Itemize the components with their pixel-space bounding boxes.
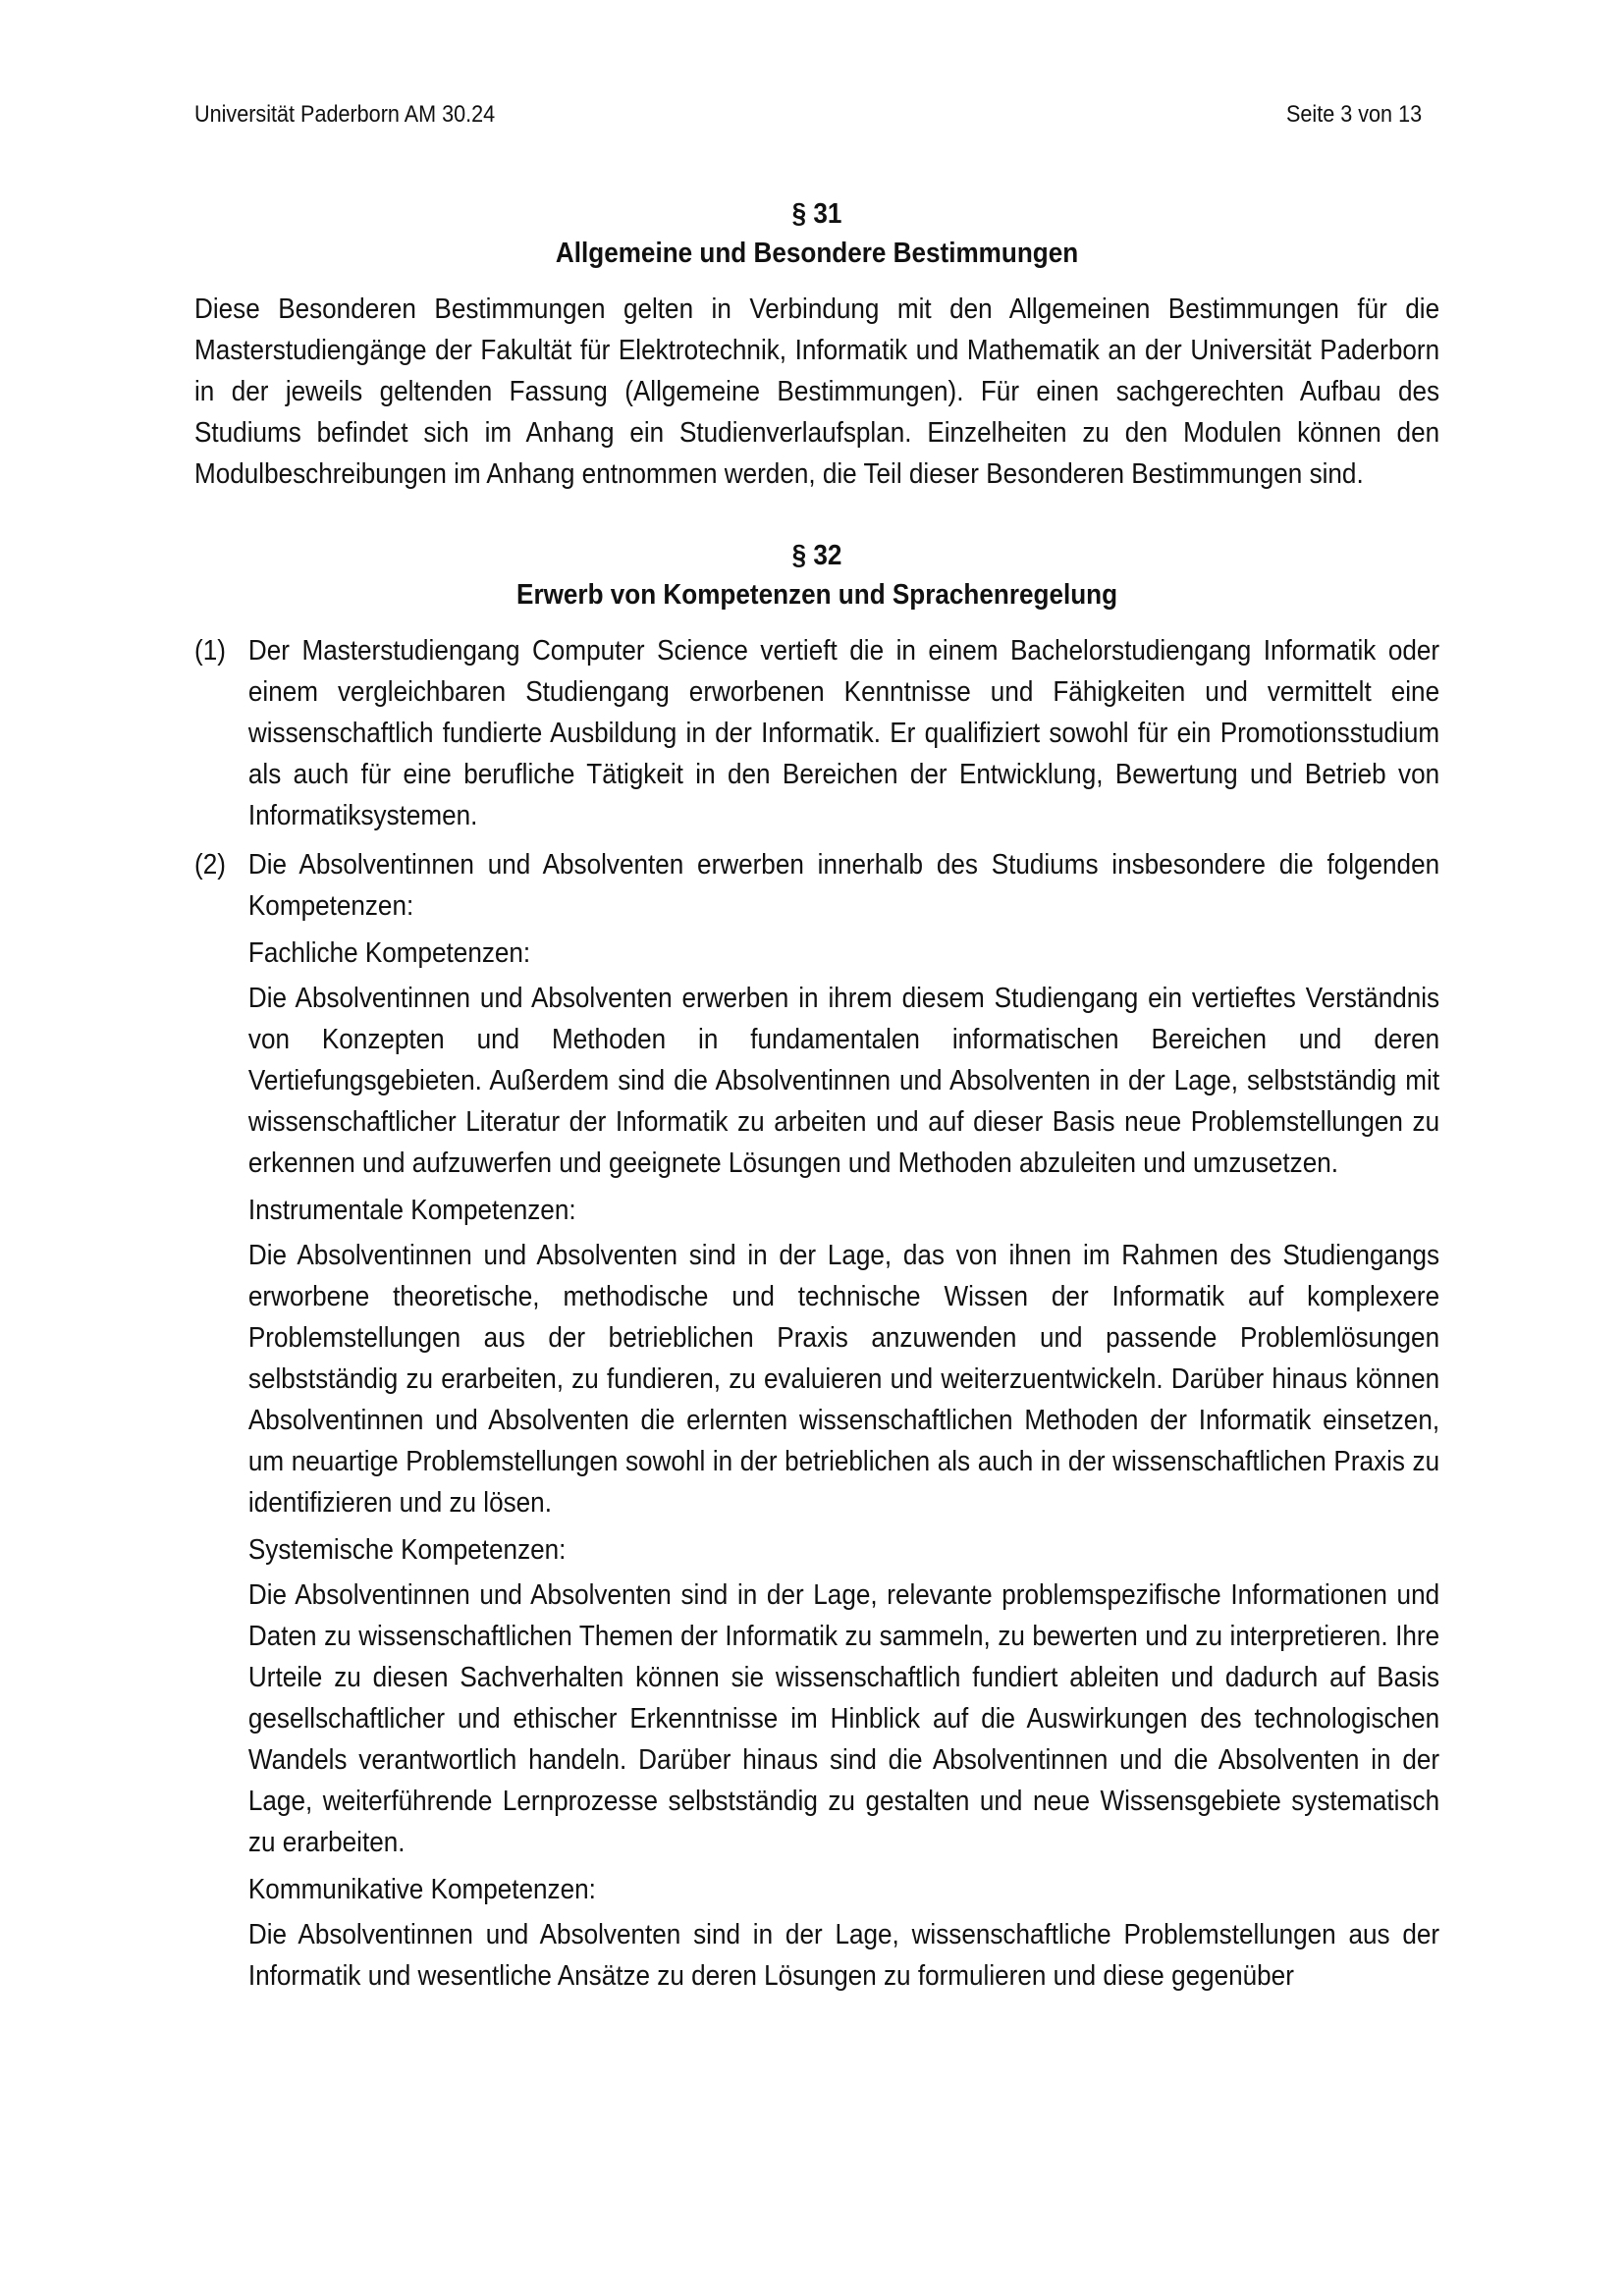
document-body bbox=[194, 194, 1439, 2004]
item-text: Der Masterstudiengang Computer Science vertieft die in einem Bachelorstudiengang Informatik oder einem vergleichbaren Studiengang erworbenen Kenntnisse und Fähigkeiten und vermittelt eine wissenschaftlich fundierte Ausbildung in der Informatik. Er qualifiziert sowohl für ein Promotionsstudium als auch für eine berufliche Tätigkeit in den Bereichen der Entwicklung, Bewertung und Betrieb von Informatiksystemen. bbox=[247, 635, 1440, 831]
page-header bbox=[194, 100, 1422, 130]
list-item bbox=[194, 630, 1439, 836]
document-text bbox=[194, 194, 1439, 1997]
competence-heading: Fachliche Kompetenzen: bbox=[247, 937, 531, 969]
section-number: § 31 bbox=[791, 198, 842, 230]
competence-text: Die Absolventinnen und Absolventen sind in der Lage, das von ihnen im Rahmen des Studiengangs erworbene theoretische, methodische und technische Wissen der Informatik auf komplexere Problemstellungen aus der betrieblichen Praxis anzuwenden und passende Problemlösungen selbstständig zu erarbeiten, zu fundieren, zu evaluieren und weiterzuentwickeln. Darüber hinaus können Absolventinnen und Absolventen die erlernten wissenschaftlichen Methoden der Informatik einsetzen, um neuartige Problemstellungen sowohl in der betrieblichen als auch in der wissenschaftlichen Praxis zu identifizieren und zu lösen. bbox=[247, 1240, 1440, 1519]
section-31-heading bbox=[194, 194, 1439, 273]
section-31-paragraph: Diese Besonderen Bestimmungen gelten in Verbindung mit den Allgemeinen Bestimmungen für die Masterstudiengänge der Fakultät für Elektrotechnik, Informatik und Mathematik an der Universität Paderborn in der jeweils geltenden Fassung (Allgemeine Bestimmungen). Für einen sachgerechten Aufbau des Studiums befindet sich im Anhang ein Studienverlaufsplan. Einzelheiten zu den Modulen können den Modulbeschreibungen im Anhang entnommen werden, die Teil dieser Besonderen Bestimmungen sind. bbox=[194, 294, 1440, 490]
competence-heading: Instrumentale Kompetenzen: bbox=[247, 1195, 576, 1226]
header-document-id: Universität Paderborn AM 30.24 bbox=[194, 101, 496, 128]
competence-text: Die Absolventinnen und Absolventen erwerben in ihrem diesem Studiengang ein vertieftes Verständnis von Konzepten und Methoden in fundamentalen informatischen Bereichen und deren Vertiefungsgebieten. Außerdem sind die Absolventinnen und Absolventen in der Lage, selbstständig mit wissenschaftlicher Literatur der Informatik zu arbeiten und auf dieser Basis neue Problemstellungen zu erkennen und aufzuwerfen und geeignete Lösungen und Methoden abzuleiten und umzusetzen. bbox=[247, 983, 1440, 1179]
item-text: Die Absolventinnen und Absolventen erwerben innerhalb des Studiums insbesondere die folgenden Kompetenzen: bbox=[247, 849, 1440, 922]
competence-heading: Systemische Kompetenzen: bbox=[247, 1534, 567, 1566]
item-number: (1) bbox=[194, 635, 226, 667]
section-32-heading bbox=[194, 536, 1439, 614]
section-title: Erwerb von Kompetenzen und Sprachenregelung bbox=[516, 579, 1118, 611]
competence-text: Die Absolventinnen und Absolventen sind in der Lage, relevante problemspezifische Informationen und Daten zu wissenschaftlichen Themen der Informatik zu sammeln, zu bewerten und zu interpretieren. Ihre Urteile zu diesen Sachverhalten können sie wissenschaftlich fundiert ableiten und dadurch auf Basis gesellschaftlicher und ethischer Erkenntnisse im Hinblick auf die Auswirkungen des technologischen Wandels verantwortlich handeln. Darüber hinaus sind die Absolventinnen und die Absolventen in der Lage, weiterführende Lernprozesse selbstständig zu gestalten und neue Wissensgebiete systematisch zu erarbeiten. bbox=[247, 1579, 1440, 1858]
header-page-number: Seite 3 von 13 bbox=[1285, 101, 1423, 128]
section-number: § 32 bbox=[791, 540, 842, 571]
list-item bbox=[194, 844, 1439, 1997]
section-title: Allgemeine und Besondere Bestimmungen bbox=[555, 238, 1079, 269]
competence-heading: Kommunikative Kompetenzen: bbox=[247, 1874, 596, 1905]
item-number: (2) bbox=[194, 849, 226, 881]
competence-text: Die Absolventinnen und Absolventen sind in der Lage, wissenschaftliche Problemstellungen aus der Informatik und wesentliche Ansätze zu deren Lösungen zu formulieren und diese gegenüber bbox=[247, 1919, 1440, 1992]
